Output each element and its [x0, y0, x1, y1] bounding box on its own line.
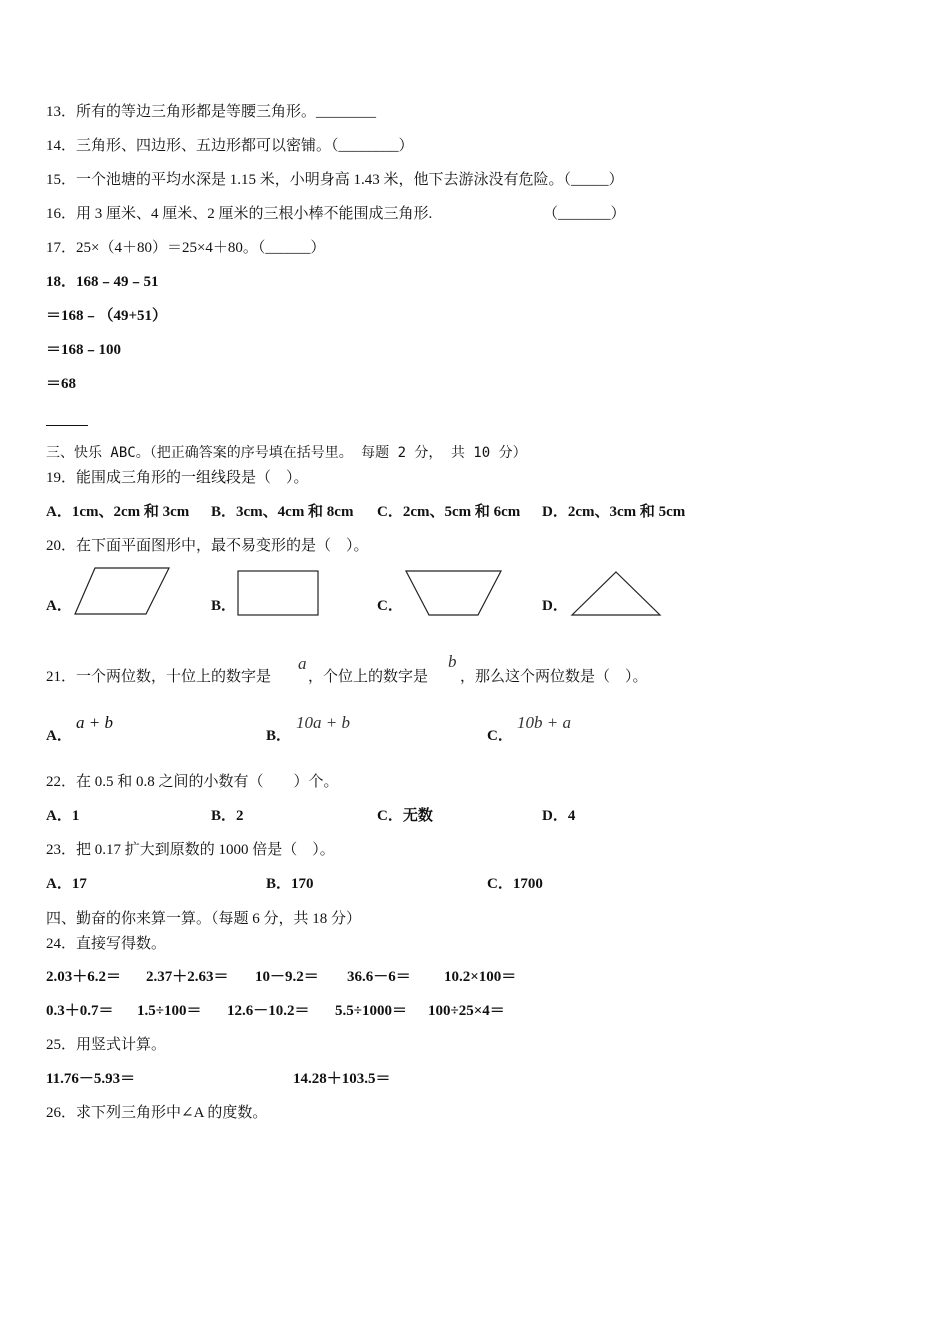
q23-option-b: B．170	[266, 876, 314, 892]
question-19: 19．能围成三角形的一组线段是（ ）。	[46, 470, 309, 486]
q19-option-a: A．1cm、2cm 和 3cm	[46, 504, 190, 520]
q21-expression-b: 10a + b	[296, 713, 350, 732]
parallelogram-shape	[74, 567, 172, 617]
q20-option-b: B．	[211, 598, 237, 614]
question-15: 15．一个池塘的平均水深是 1.15 米，小明身高 1.43 米，他下去游泳没有危险。（_____）	[46, 172, 624, 188]
question-21-part-1: 21．一个两位数，十位上的数字是	[46, 669, 272, 685]
q24-item-3: 10－9.2＝	[255, 969, 319, 985]
q20-option-c: C．	[377, 598, 403, 614]
q22-option-b: B．2	[211, 808, 244, 824]
question-25: 25．用竖式计算。	[46, 1037, 167, 1053]
question-21-part-2: ，个位上的数字是	[308, 669, 429, 685]
q25-item-2: 14.28＋103.5＝	[293, 1071, 391, 1087]
q20-option-a: A．	[46, 598, 72, 614]
question-21-part-3: ，那么这个两位数是（ ）。	[460, 669, 648, 685]
q21-expression-a: a + b	[76, 713, 113, 732]
question-16: 16．用 3 厘米、4 厘米、2 厘米的三根小棒不能围成三角形.	[46, 206, 433, 222]
variable-a: a	[298, 654, 307, 673]
question-13: 13．所有的等边三角形都是等腰三角形。________	[46, 104, 377, 120]
q22-option-a: A．1	[46, 808, 80, 824]
q24-item-5: 10.2×100＝	[444, 969, 517, 985]
rectangle-shape	[237, 570, 321, 618]
q24-item-7: 1.5÷100＝	[137, 1003, 202, 1019]
question-14: 14．三角形、四边形、五边形都可以密铺。（________）	[46, 138, 414, 154]
q22-option-d: D．4	[542, 808, 576, 824]
q21-option-a: A．	[46, 728, 72, 744]
q24-item-2: 2.37＋2.63＝	[146, 969, 229, 985]
q25-item-1: 11.76－5.93＝	[46, 1071, 136, 1087]
q24-item-1: 2.03＋6.2＝	[46, 969, 122, 985]
q24-item-10: 100÷25×4＝	[428, 1003, 505, 1019]
question-24: 24．直接写得数。	[46, 936, 167, 952]
q19-option-c: C．2cm、5cm 和 6cm	[377, 504, 521, 520]
q19-option-b: B．3cm、4cm 和 8cm	[211, 504, 354, 520]
question-22: 22．在 0.5 和 0.8 之间的小数有（ ）个。	[46, 774, 339, 790]
trapezoid-shape	[405, 570, 505, 618]
triangle-shape	[571, 571, 663, 617]
question-20: 20．在下面平面图形中，最不易变形的是（ ）。	[46, 538, 369, 554]
q24-item-9: 5.5÷1000＝	[335, 1003, 407, 1019]
question-26: 26．求下列三角形中∠A 的度数。	[46, 1105, 268, 1121]
q24-item-6: 0.3＋0.7＝	[46, 1003, 114, 1019]
q19-option-d: D．2cm、3cm 和 5cm	[542, 504, 686, 520]
section-4-title: 四、勤奋的你来算一算。（每题 6 分，共 18 分）	[46, 911, 362, 927]
q24-item-8: 12.6－10.2＝	[227, 1003, 310, 1019]
q24-item-4: 36.6－6＝	[347, 969, 411, 985]
question-18-answer-blank	[46, 425, 88, 426]
variable-b: b	[448, 652, 457, 671]
q23-option-c: C．1700	[487, 876, 543, 892]
question-18-line-4: ＝68	[46, 376, 77, 392]
section-3-title: 三、快乐 ABC。（把正确答案的序号填在括号里。 每题 2 分， 共 10 分）	[46, 445, 527, 461]
question-23: 23．把 0.17 扩大到原数的 1000 倍是（ ）。	[46, 842, 335, 858]
question-16-blank: （_______）	[543, 206, 626, 222]
q23-option-a: A．17	[46, 876, 87, 892]
question-17: 17．25×（4＋80）＝25×4＋80。（______）	[46, 240, 326, 256]
q21-option-c: C．	[487, 728, 513, 744]
q20-option-d: D．	[542, 598, 568, 614]
question-18-line-3: ＝168﹣100	[46, 342, 122, 358]
q21-expression-c: 10b + a	[517, 713, 571, 732]
q22-option-c: C．无数	[377, 808, 433, 824]
question-18-line-2: ＝168﹣（49+51）	[46, 308, 168, 324]
question-18-line-1: 18．168﹣49﹣51	[46, 274, 159, 290]
q21-option-b: B．	[266, 728, 292, 744]
